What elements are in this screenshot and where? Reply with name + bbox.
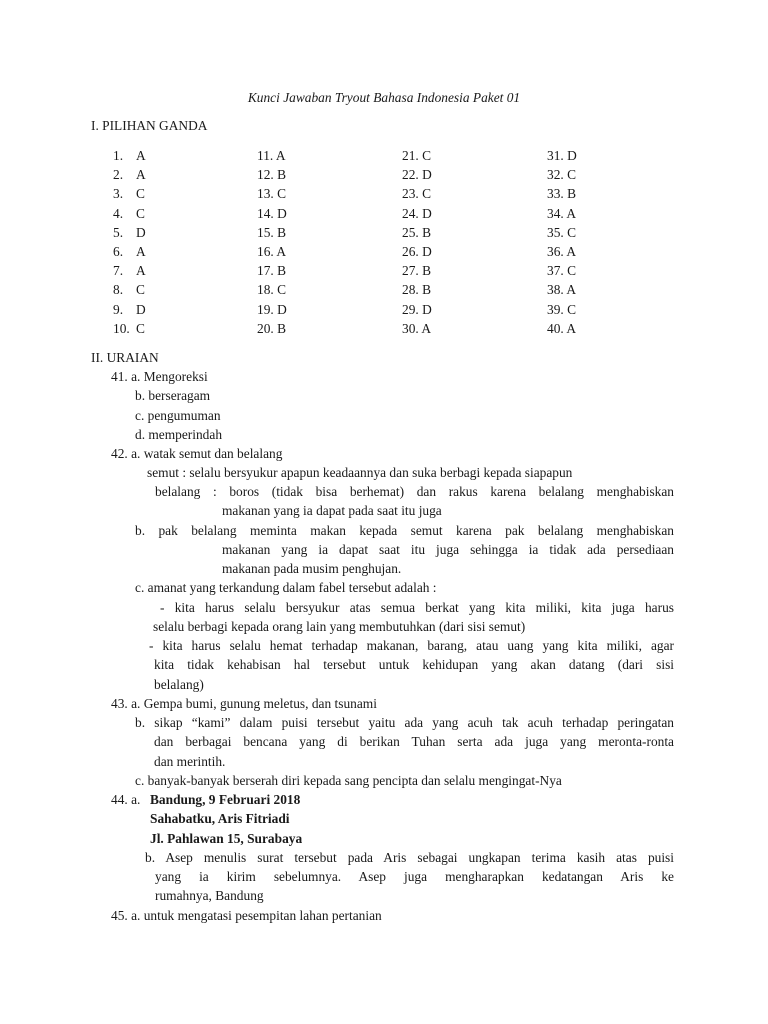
answer-number: 33. (547, 186, 564, 202)
answer-letter: C (418, 148, 432, 163)
answer-41b: b. berseragam (135, 388, 211, 403)
answer-item (547, 165, 577, 184)
answer-number: 30. (402, 320, 419, 336)
answer-43b: b. sikap “kami” dalam puisi tersebut yaitu ada yang acuh tak acuh terhadap peringatan (135, 715, 674, 730)
answer-42c-point2-cont2: belalang) (154, 677, 204, 692)
answer-44b: b. Asep menulis surat tersebut pada Aris sebagai ungkapan terima kasih atas puisi (145, 850, 674, 865)
answer-letter: A (136, 243, 146, 259)
answer-letter: A (273, 148, 286, 163)
answer-42-belalang: belalang : boros (tidak bisa berhemat) dan rakus karena belalang menghabiskan (155, 484, 674, 499)
answer-number: 15. (257, 224, 274, 240)
answer-42-semut: semut : selalu bersyukur apapun keadaannya dan suka berbagi kepada siapapun (147, 465, 573, 480)
answer-column (257, 146, 287, 338)
letter-recipient: Sahabatku, Aris Fitriadi (150, 811, 290, 826)
answer-item (547, 146, 577, 165)
answer-item (113, 261, 146, 280)
answer-letter: B (273, 224, 287, 240)
answer-item (257, 146, 287, 165)
answer-letter: A (136, 167, 146, 183)
answer-item (547, 300, 577, 319)
answer-item (547, 242, 577, 261)
answer-number: 20. (257, 320, 274, 336)
answer-item (402, 261, 432, 280)
answer-number: 28. (402, 282, 419, 298)
answer-letter: C (136, 282, 145, 298)
answer-item (113, 319, 146, 338)
answer-item (113, 280, 146, 299)
answer-item (402, 300, 432, 319)
answer-item (113, 165, 146, 184)
answer-letter: D (273, 301, 287, 317)
answer-letter: B (418, 263, 432, 279)
answer-42c: c. amanat yang terkandung dalam fabel tersebut adalah : (135, 580, 437, 595)
answer-number: 40. (547, 320, 564, 336)
answer-letter: A (563, 282, 577, 298)
answer-item (402, 242, 432, 261)
answer-number: 11. (257, 148, 274, 163)
answer-letter: A (563, 243, 577, 259)
answer-item (257, 319, 287, 338)
answer-number: 19. (257, 301, 274, 317)
answer-44a-line1 (150, 790, 300, 809)
answer-item (547, 280, 577, 299)
answer-column (547, 146, 577, 338)
answer-item (257, 184, 287, 203)
answer-letter: A (273, 243, 287, 259)
answer-42b-cont2: makanan pada musim penghujan. (222, 561, 402, 576)
answer-item (113, 204, 146, 223)
answer-item (402, 146, 432, 165)
answer-number: 7. (113, 263, 124, 279)
answer-43b-cont: dan berbagai bencana yang di berikan Tuhan serta ada juga yang meronta-ronta (154, 734, 674, 749)
answer-letter: C (136, 205, 145, 221)
answer-42b-cont: makanan yang ia dapat saat itu juga sehingga ia tidak ada persediaan (222, 542, 674, 557)
answer-number: 5. (113, 224, 124, 240)
answer-item (257, 223, 287, 242)
section-heading-essay: II. URAIAN (91, 350, 159, 365)
answer-letter: C (418, 186, 432, 202)
answer-item (257, 242, 287, 261)
answer-letter: B (563, 186, 577, 202)
answer-number: 16. (257, 243, 274, 259)
answer-number: 32. (547, 167, 564, 183)
answer-number: 21. (402, 148, 419, 163)
answer-number: 12. (257, 167, 274, 183)
answer-number: 25. (402, 224, 419, 240)
answer-letter: B (418, 282, 432, 298)
answer-letter: A (563, 205, 577, 221)
letter-date: Bandung, 9 Februari 2018 (150, 792, 301, 807)
answer-letter: B (273, 167, 287, 183)
answer-letter: A (136, 148, 146, 163)
answer-42c-point1-cont: selalu berbagi kepada orang lain yang membutuhkan (dari sisi semut) (153, 619, 526, 634)
answer-item (547, 319, 577, 338)
answer-letter: A (563, 320, 577, 336)
letter-address: Jl. Pahlawan 15, Surabaya (150, 831, 303, 846)
answer-item (257, 204, 287, 223)
answer-letter: B (273, 320, 287, 336)
answer-number: 10. (113, 320, 130, 336)
answer-number: 34. (547, 205, 564, 221)
answer-letter: D (418, 167, 432, 183)
answer-number: 36. (547, 243, 564, 259)
answer-letter: D (136, 301, 146, 317)
answer-44a-line2 (150, 809, 290, 828)
answer-letter: D (273, 205, 287, 221)
section-heading-multiple-choice: I. PILIHAN GANDA (91, 118, 208, 133)
answer-43b-cont2: dan merintih. (154, 754, 226, 769)
answer-44b-cont: yang ia kirim sebelumnya. Asep juga mengharapkan kedatangan Aris ke (155, 869, 674, 884)
answer-item (257, 261, 287, 280)
answer-number: 39. (547, 301, 564, 317)
answer-letter: C (563, 167, 577, 183)
answer-item (113, 184, 146, 203)
answer-item (402, 204, 432, 223)
answer-letter: D (136, 224, 146, 240)
answer-number: 4. (113, 205, 124, 221)
answer-44a-line3 (150, 829, 302, 848)
answer-number: 29. (402, 301, 419, 317)
answer-42c-point2: - kita harus selalu hemat terhadap makanan, barang, atau uang yang kita miliki, agar (149, 638, 674, 653)
answer-45a: 45. a. untuk mengatasi pesempitan lahan pertanian (111, 908, 382, 923)
answer-item (402, 280, 432, 299)
answer-number: 31. (547, 148, 564, 163)
answer-number: 3. (113, 186, 124, 202)
answer-41a: 41. a. Mengoreksi (111, 369, 208, 384)
answer-item (547, 223, 577, 242)
answer-item (402, 165, 432, 184)
answer-number: 9. (113, 301, 124, 317)
answer-letter: B (273, 263, 287, 279)
answer-number: 27. (402, 263, 419, 279)
answer-number: 14. (257, 205, 274, 221)
answer-number: 38. (547, 282, 564, 298)
answer-number: 17. (257, 263, 274, 279)
answer-number: 8. (113, 282, 124, 298)
answer-42-belalang-cont: makanan yang ia dapat pada saat itu juga (222, 503, 442, 518)
answer-letter: C (563, 224, 577, 240)
answer-number: 13. (257, 186, 274, 202)
answer-43a: 43. a. Gempa bumi, gunung meletus, dan tsunami (111, 696, 377, 711)
answer-number: 6. (113, 243, 124, 259)
answer-number: 24. (402, 205, 419, 221)
answer-letter: D (418, 301, 432, 317)
answer-item (547, 261, 577, 280)
answer-number: 26. (402, 243, 419, 259)
answer-item (257, 300, 287, 319)
answer-item (113, 146, 146, 165)
answer-42c-point2-cont: kita tidak kehabisan hal tersebut untuk kehidupan yang akan datang (dari sisi (154, 657, 674, 672)
answer-item (402, 319, 432, 338)
answer-number: 37. (547, 263, 564, 279)
answer-item (113, 242, 146, 261)
answer-letter: D (418, 243, 432, 259)
answer-41c: c. pengumuman (135, 408, 221, 423)
answer-44b-cont2: rumahnya, Bandung (155, 888, 264, 903)
answer-letter: D (418, 205, 432, 221)
answer-item (402, 184, 432, 203)
document-title: Kunci Jawaban Tryout Bahasa Indonesia Paket 01 (247, 90, 521, 105)
answer-letter: C (273, 186, 287, 202)
answer-number: 23. (402, 186, 419, 202)
answer-item (257, 280, 287, 299)
answer-number: 22. (402, 167, 419, 183)
answer-item (402, 223, 432, 242)
answer-42c-point1: - kita harus selalu bersyukur atas semua berkat yang kita miliki, kita juga harus (160, 600, 674, 615)
answer-number: 18. (257, 282, 274, 298)
answer-number: 1. (113, 148, 124, 163)
answer-letter: D (563, 148, 577, 163)
answer-letter: C (273, 282, 287, 298)
answer-item (547, 184, 577, 203)
answer-letter: C (563, 263, 577, 279)
answer-42a: 42. a. watak semut dan belalang (111, 446, 283, 461)
answer-42b: b. pak belalang meminta makan kepada semut karena pak belalang menghabiskan (135, 523, 674, 538)
answer-letter: A (136, 263, 146, 279)
answer-letter: C (563, 301, 577, 317)
answer-letter: B (418, 224, 432, 240)
answer-letter: C (136, 186, 145, 202)
answer-number: 35. (547, 224, 564, 240)
answer-item (547, 204, 577, 223)
answer-44a-number: 44. a. (111, 792, 141, 807)
answer-item (113, 300, 146, 319)
answer-letter: A (418, 320, 432, 336)
answer-column (402, 146, 432, 338)
answer-43c: c. banyak-banyak berserah diri kepada sang pencipta dan selalu mengingat-Nya (135, 773, 562, 788)
answer-item (257, 165, 287, 184)
answer-41d: d. memperindah (135, 427, 223, 442)
answer-item (113, 223, 146, 242)
answer-column (113, 146, 146, 338)
answer-number: 2. (113, 167, 124, 183)
answer-letter: C (136, 320, 145, 336)
